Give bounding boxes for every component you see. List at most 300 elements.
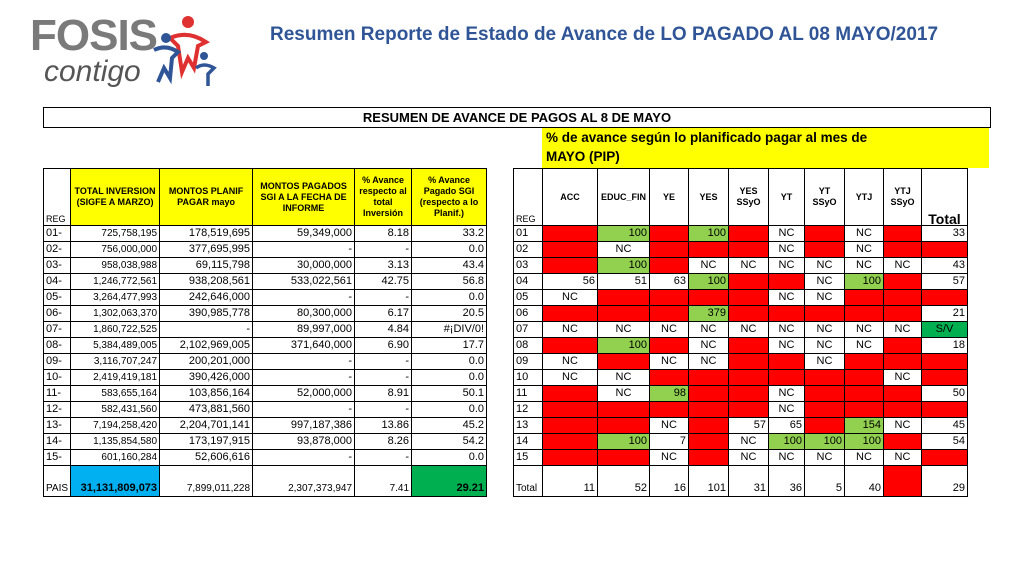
investment-cell: 173,197,915: [160, 434, 253, 450]
progress-cell: -: [598, 306, 650, 322]
investment-row: [44, 434, 487, 450]
progress-cell: 57: [729, 418, 769, 434]
progress-row: [514, 418, 968, 434]
progress-cell: -: [543, 306, 598, 322]
progress-cell: -: [884, 242, 922, 258]
investment-cell: 390,426,000: [160, 370, 253, 386]
progress-cell: 05: [514, 290, 543, 306]
investment-cell: 52,000,000: [253, 386, 355, 402]
progress-cell: NC: [543, 354, 598, 370]
investment-cell: 54.2: [412, 434, 487, 450]
investment-cell: 08-: [44, 338, 71, 354]
investment-cell: 371,640,000: [253, 338, 355, 354]
investment-cell: 30,000,000: [253, 258, 355, 274]
progress-cell: -: [922, 354, 968, 370]
progress-cell: -: [845, 354, 884, 370]
investment-cell: 242,646,000: [160, 290, 253, 306]
progress-cell: 15: [514, 450, 543, 466]
progress-cell: NC: [769, 322, 805, 338]
progress-cell: 100: [598, 434, 650, 450]
progress-cell: -: [689, 418, 729, 434]
progress-header-row: [514, 169, 968, 226]
investment-row: [44, 322, 487, 338]
progress-cell: NC: [805, 274, 845, 290]
progress-cell: NC: [543, 370, 598, 386]
header-montos-planif: MONTOS PLANIF PAGAR mayo: [160, 169, 253, 226]
progress-total-cell: Total: [514, 466, 543, 497]
investment-cell: 14-: [44, 434, 71, 450]
investment-row: [44, 450, 487, 466]
investment-cell: 4.84: [355, 322, 412, 338]
investment-cell: 8.26: [355, 434, 412, 450]
progress-row: [514, 226, 968, 242]
investment-cell: 43.4: [412, 258, 487, 274]
investment-cell: -: [355, 354, 412, 370]
progress-cell: 50: [922, 386, 968, 402]
progress-cell: NC: [884, 450, 922, 466]
investment-row: [44, 418, 487, 434]
investment-cell: -: [253, 290, 355, 306]
investment-row: [44, 370, 487, 386]
progress-total-cell: 5: [805, 466, 845, 497]
header-yt-ssyo: YT SSyO: [805, 169, 845, 226]
progress-cell: -: [650, 402, 689, 418]
investment-cell: 473,881,560: [160, 402, 253, 418]
investment-cell: 04-: [44, 274, 71, 290]
investment-total-cell: 7.41: [355, 466, 412, 497]
progress-cell: NC: [689, 338, 729, 354]
progress-cell: 100: [769, 434, 805, 450]
investment-cell: 05-: [44, 290, 71, 306]
progress-cell: NC: [650, 322, 689, 338]
progress-total-cell: -: [884, 466, 922, 497]
investment-cell: 11-: [44, 386, 71, 402]
progress-cell: -: [543, 226, 598, 242]
investment-cell: -: [355, 290, 412, 306]
progress-subheader: [542, 128, 989, 168]
progress-cell: 03: [514, 258, 543, 274]
progress-cell: 04: [514, 274, 543, 290]
investment-row: [44, 258, 487, 274]
investment-cell: -: [355, 450, 412, 466]
progress-cell: 54: [922, 434, 968, 450]
investment-cell: -: [253, 354, 355, 370]
progress-row: [514, 306, 968, 322]
progress-cell: 56: [543, 274, 598, 290]
progress-cell: -: [769, 354, 805, 370]
progress-cell: -: [729, 354, 769, 370]
investment-row: [44, 226, 487, 242]
progress-cell: 11: [514, 386, 543, 402]
investment-cell: 0.0: [412, 290, 487, 306]
progress-cell: NC: [769, 450, 805, 466]
progress-cell: -: [805, 370, 845, 386]
investment-cell: 2,102,969,005: [160, 338, 253, 354]
progress-cell: NC: [543, 322, 598, 338]
header-ye: YE: [650, 169, 689, 226]
progress-cell: -: [845, 402, 884, 418]
progress-cell: NC: [805, 450, 845, 466]
investment-cell: 601,160,284: [71, 450, 160, 466]
progress-cell: NC: [689, 258, 729, 274]
investment-cell: 80,300,000: [253, 306, 355, 322]
progress-cell: 100: [689, 226, 729, 242]
page-title: Resumen Reporte de Estado de Avance de LO PAGADO AL 08 MAYO/2017: [270, 24, 939, 45]
investment-cell: 2,419,419,181: [71, 370, 160, 386]
progress-cell: NC: [543, 290, 598, 306]
progress-cell: -: [845, 306, 884, 322]
progress-row: [514, 434, 968, 450]
investment-cell: 13-: [44, 418, 71, 434]
progress-total-cell: 16: [650, 466, 689, 497]
progress-cell: NC: [650, 354, 689, 370]
progress-cell: NC: [769, 226, 805, 242]
investment-row: [44, 306, 487, 322]
investment-cell: 1,246,772,561: [71, 274, 160, 290]
progress-cell: NC: [769, 386, 805, 402]
progress-row: [514, 370, 968, 386]
progress-row: [514, 402, 968, 418]
progress-cell: -: [884, 386, 922, 402]
summary-banner: RESUMEN DE AVANCE DE PAGOS AL 8 DE MAYO: [43, 107, 991, 128]
investment-cell: 958,038,988: [71, 258, 160, 274]
progress-cell: 100: [845, 274, 884, 290]
progress-cell: 09: [514, 354, 543, 370]
header-montos-pagados: MONTOS PAGADOS SGI A LA FECHA DE INFORME: [253, 169, 355, 226]
progress-cell: 100: [598, 338, 650, 354]
progress-cell: -: [650, 258, 689, 274]
progress-cell: -: [805, 386, 845, 402]
progress-total-cell: 11: [543, 466, 598, 497]
header-avance-total: % Avance respecto al total Inversión: [355, 169, 412, 226]
progress-cell: -: [729, 402, 769, 418]
progress-cell: NC: [729, 322, 769, 338]
progress-cell: -: [650, 242, 689, 258]
investment-total-cell: 2,307,373,947: [253, 466, 355, 497]
investment-cell: 20.5: [412, 306, 487, 322]
progress-cell: 06: [514, 306, 543, 322]
progress-cell: -: [689, 370, 729, 386]
progress-cell: 07: [514, 322, 543, 338]
progress-cell: NC: [650, 418, 689, 434]
header-yt: YT: [769, 169, 805, 226]
progress-row: [514, 274, 968, 290]
progress-cell: 14: [514, 434, 543, 450]
progress-cell: -: [884, 306, 922, 322]
progress-cell: 154: [845, 418, 884, 434]
progress-cell: 100: [598, 258, 650, 274]
investment-cell: 938,208,561: [160, 274, 253, 290]
progress-cell: -: [884, 434, 922, 450]
investment-row: [44, 338, 487, 354]
progress-total-cell: 101: [689, 466, 729, 497]
progress-cell: -: [650, 306, 689, 322]
progress-cell: -: [650, 290, 689, 306]
investment-cell: -: [160, 322, 253, 338]
progress-cell: NC: [805, 322, 845, 338]
investment-cell: 582,431,560: [71, 402, 160, 418]
progress-table: [513, 168, 968, 497]
investment-cell: 0.0: [412, 402, 487, 418]
progress-cell: -: [543, 434, 598, 450]
investment-cell: -: [253, 402, 355, 418]
investment-cell: 178,519,695: [160, 226, 253, 242]
investment-cell: 1,135,854,580: [71, 434, 160, 450]
investment-row: [44, 290, 487, 306]
investment-cell: 0.0: [412, 450, 487, 466]
progress-row: [514, 354, 968, 370]
progress-total-cell: 36: [769, 466, 805, 497]
progress-cell: NC: [769, 338, 805, 354]
progress-cell: 18: [922, 338, 968, 354]
progress-cell: -: [543, 338, 598, 354]
investment-cell: 15-: [44, 450, 71, 466]
progress-cell: NC: [845, 338, 884, 354]
investment-cell: 42.75: [355, 274, 412, 290]
progress-cell: -: [543, 450, 598, 466]
progress-cell: NC: [845, 258, 884, 274]
progress-cell: NC: [805, 354, 845, 370]
progress-cell: 100: [598, 226, 650, 242]
fosis-logo: [30, 12, 220, 92]
progress-cell: 63: [650, 274, 689, 290]
progress-cell: NC: [845, 450, 884, 466]
progress-cell: NC: [805, 338, 845, 354]
investment-cell: 59,349,000: [253, 226, 355, 242]
investment-cell: 07-: [44, 322, 71, 338]
progress-cell: -: [650, 338, 689, 354]
subheader-line-2: MAYO (PIP): [546, 149, 620, 164]
progress-cell: -: [543, 258, 598, 274]
progress-cell: -: [845, 290, 884, 306]
progress-cell: 01: [514, 226, 543, 242]
progress-row: [514, 386, 968, 402]
progress-cell: 98: [650, 386, 689, 402]
progress-cell: -: [650, 370, 689, 386]
investment-cell: 09-: [44, 354, 71, 370]
progress-cell: 57: [922, 274, 968, 290]
investment-cell: 1,860,722,525: [71, 322, 160, 338]
progress-cell: -: [805, 242, 845, 258]
progress-cell: NC: [884, 370, 922, 386]
investment-cell: 0.0: [412, 242, 487, 258]
progress-total-row: [514, 466, 968, 497]
progress-cell: NC: [845, 242, 884, 258]
investment-cell: 13.86: [355, 418, 412, 434]
progress-cell: NC: [689, 322, 729, 338]
progress-cell: -: [769, 274, 805, 290]
investment-cell: 725,758,195: [71, 226, 160, 242]
investment-total-cell: 29.21: [412, 466, 487, 497]
logo-text-fosis: FOSIS: [30, 11, 158, 60]
investment-cell: 7,194,258,420: [71, 418, 160, 434]
investment-cell: 06-: [44, 306, 71, 322]
investment-cell: 3.13: [355, 258, 412, 274]
progress-cell: -: [598, 402, 650, 418]
investment-cell: 2,204,701,141: [160, 418, 253, 434]
progress-cell: 7: [650, 434, 689, 450]
investment-cell: 01-: [44, 226, 71, 242]
progress-cell: 100: [689, 274, 729, 290]
progress-cell: NC: [729, 258, 769, 274]
progress-cell: -: [922, 402, 968, 418]
people-figures-icon: [148, 12, 218, 92]
progress-cell: 08: [514, 338, 543, 354]
progress-cell: NC: [729, 450, 769, 466]
investment-row: [44, 402, 487, 418]
investment-total-cell: PAIS: [44, 466, 71, 497]
header-ytj: YTJ: [845, 169, 884, 226]
investment-table: [43, 168, 487, 497]
progress-row: [514, 290, 968, 306]
progress-cell: -: [598, 290, 650, 306]
progress-cell: 43: [922, 258, 968, 274]
progress-cell: -: [729, 226, 769, 242]
investment-cell: -: [253, 370, 355, 386]
investment-cell: 50.1: [412, 386, 487, 402]
progress-cell: NC: [598, 242, 650, 258]
investment-cell: 6.17: [355, 306, 412, 322]
progress-cell: NC: [769, 402, 805, 418]
progress-cell: 379: [689, 306, 729, 322]
progress-cell: 45: [922, 418, 968, 434]
progress-cell: NC: [769, 290, 805, 306]
progress-cell: NC: [598, 370, 650, 386]
investment-cell: 69,115,798: [160, 258, 253, 274]
progress-cell: NC: [729, 434, 769, 450]
progress-cell: -: [689, 242, 729, 258]
investment-total-cell: 7,899,011,228: [160, 466, 253, 497]
progress-cell: -: [769, 306, 805, 322]
progress-cell: -: [729, 386, 769, 402]
header-reg: REG: [44, 169, 71, 226]
progress-cell: -: [689, 450, 729, 466]
investment-cell: 390,985,778: [160, 306, 253, 322]
investment-cell: 0.0: [412, 354, 487, 370]
progress-cell: -: [884, 226, 922, 242]
progress-cell: -: [805, 402, 845, 418]
progress-cell: 65: [769, 418, 805, 434]
progress-cell: -: [543, 418, 598, 434]
header-total: Total: [922, 169, 968, 226]
progress-cell: -: [769, 370, 805, 386]
investment-cell: 02-: [44, 242, 71, 258]
progress-cell: -: [543, 402, 598, 418]
progress-cell: NC: [845, 226, 884, 242]
investment-header-row: [44, 169, 487, 226]
progress-cell: -: [598, 354, 650, 370]
progress-cell: -: [689, 290, 729, 306]
logo-text-contigo: contigo: [44, 55, 141, 88]
investment-cell: 3,264,477,993: [71, 290, 160, 306]
header-ytj-ssyo: YTJ SSyO: [884, 169, 922, 226]
progress-cell: NC: [650, 450, 689, 466]
progress-cell: -: [729, 338, 769, 354]
investment-row: [44, 386, 487, 402]
progress-cell: NC: [884, 322, 922, 338]
investment-cell: 756,000,000: [71, 242, 160, 258]
progress-row: [514, 242, 968, 258]
investment-cell: -: [355, 242, 412, 258]
investment-cell: 997,187,386: [253, 418, 355, 434]
progress-cell: -: [884, 402, 922, 418]
progress-cell: NC: [845, 322, 884, 338]
investment-cell: 0.0: [412, 370, 487, 386]
progress-cell: -: [729, 242, 769, 258]
investment-cell: 93,878,000: [253, 434, 355, 450]
progress-cell: NC: [598, 386, 650, 402]
header-avance-pagado: % Avance Pagado SGI (respecto a lo Planif.): [412, 169, 487, 226]
investment-cell: 3,116,707,247: [71, 354, 160, 370]
investment-cell: 583,655,164: [71, 386, 160, 402]
progress-cell: -: [805, 418, 845, 434]
investment-cell: 33.2: [412, 226, 487, 242]
progress-total-cell: 31: [729, 466, 769, 497]
progress-cell: -: [729, 370, 769, 386]
investment-cell: 52,606,616: [160, 450, 253, 466]
investment-cell: 200,201,000: [160, 354, 253, 370]
progress-cell: -: [922, 370, 968, 386]
investment-cell: 533,022,561: [253, 274, 355, 290]
progress-cell: NC: [884, 258, 922, 274]
progress-cell: NC: [769, 258, 805, 274]
progress-cell: 02: [514, 242, 543, 258]
progress-cell: -: [805, 226, 845, 242]
progress-total-cell: 52: [598, 466, 650, 497]
progress-cell: -: [884, 274, 922, 290]
progress-cell: -: [729, 306, 769, 322]
investment-cell: 8.91: [355, 386, 412, 402]
header-yes: YES: [689, 169, 729, 226]
progress-cell: -: [689, 434, 729, 450]
header-educ-fin: EDUC_FIN: [598, 169, 650, 226]
progress-cell: 100: [805, 434, 845, 450]
progress-cell: -: [729, 290, 769, 306]
progress-cell: -: [922, 290, 968, 306]
header-reg-right: REG: [514, 169, 543, 226]
investment-row: [44, 274, 487, 290]
header-acc: ACC: [543, 169, 598, 226]
progress-cell: NC: [805, 290, 845, 306]
header-total-inversion: TOTAL INVERSION (SIGFE A MARZO): [71, 169, 160, 226]
investment-cell: 10-: [44, 370, 71, 386]
progress-cell: 13: [514, 418, 543, 434]
progress-cell: NC: [689, 354, 729, 370]
progress-row: [514, 450, 968, 466]
progress-cell: -: [689, 402, 729, 418]
progress-cell: -: [884, 338, 922, 354]
investment-cell: -: [253, 242, 355, 258]
progress-row: [514, 338, 968, 354]
progress-cell: -: [729, 274, 769, 290]
header-yes-ssyo: YES SSyO: [729, 169, 769, 226]
progress-row: [514, 258, 968, 274]
investment-cell: 17.7: [412, 338, 487, 354]
investment-cell: 89,997,000: [253, 322, 355, 338]
progress-cell: NC: [598, 322, 650, 338]
progress-cell: 10: [514, 370, 543, 386]
investment-cell: 377,695,995: [160, 242, 253, 258]
investment-cell: -: [355, 402, 412, 418]
progress-cell: -: [922, 242, 968, 258]
progress-cell: 33: [922, 226, 968, 242]
progress-row: [514, 322, 968, 338]
progress-cell: S/V: [922, 322, 968, 338]
investment-total-row: [44, 466, 487, 497]
investment-cell: 56.8: [412, 274, 487, 290]
progress-cell: -: [598, 450, 650, 466]
progress-cell: NC: [769, 242, 805, 258]
